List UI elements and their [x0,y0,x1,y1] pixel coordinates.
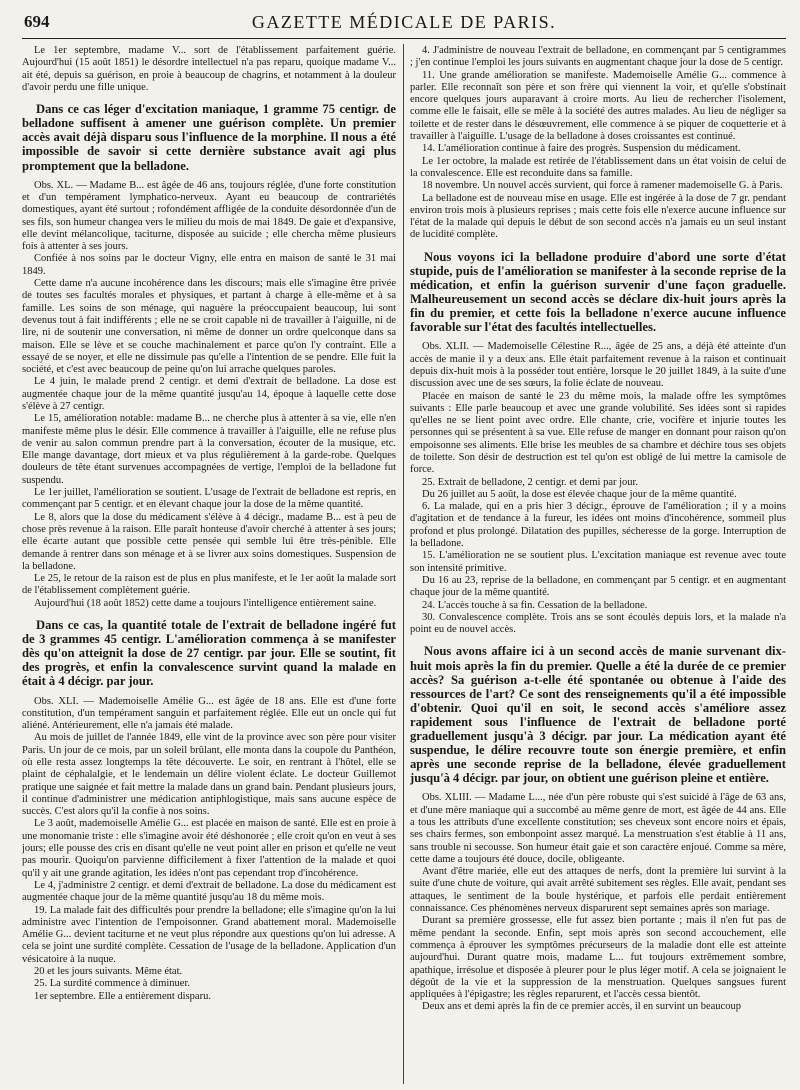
paragraph: 18 novembre. Un nouvel accès survient, qui force à ramener mademoiselle G. à Paris. [422,180,783,192]
paragraph: 11. Une grande amélioration se manifeste. Mademoiselle Amélie G... commence à parler. Elle reconnaît son père et son frère qui viennent la voir, et qu'elle s'obstinait encore quelques jours auparavant à croire morts. Au lieu de rechercher l'isolement, comme elle le faisait, elle se mêle à la société des autres malades. Au lieu de négliger sa toilette et de rester dans le désœuvrement, elle commence à se piquer de coquetterie et à travailler à l'aiguille. L'usage de la belladone à doses croissantes est continué. [410,69,786,143]
paragraph: Deux ans et demi après la fin de ce premier accès, il en survint un beaucoup [422,1001,741,1013]
journal-title: GAZETTE MÉDICALE DE PARIS. [251,12,557,32]
paragraph: 30. Convalescence complète. Trois ans se sont écoulés depuis lors, et la malade n'a point eu de nouvel accès. [410,611,786,636]
left-column [22,45,396,1085]
paragraph: 24. L'accès touche à sa fin. Cessation de la belladone. [422,599,648,611]
commentary-paragraph: Nous avons affaire ici à un second accès de manie survenant dix-huit mois après la fin du premier. Quelle a été la durée de ce premier accès? Sa guérison a-t-elle été spontanée ou obtenue à l'aide des ressources de l'art? Ce sont des renseignements qu'il a été impossible d'obtenir. Quoi qu'il en soit, le second accès s'améliore assez rapidement sous l'influence de l'extrait de belladone porté graduellement jusqu'à 3 décigr. par jour. La médication ayant été suspendue, le délire recouvre toute son énergie première, et enfin après une seconde reprise de la belladone, élevée graduellement jusqu'à 4 décigr. par jour, on obtient une guérison pleine et entière. [410,644,786,786]
paragraph: 14. L'amélioration continue à faire des progrès. Suspension du médicament. [422,143,741,155]
page-number: 694 [24,12,50,31]
paragraph: 15. L'amélioration ne se soutient plus. L'excitation maniaque est revenue avec toute son intensité primitive. [410,550,786,574]
paragraph: Du 26 juillet au 5 août, la dose est élevée chaque jour de la même quantité. [422,488,737,500]
paragraph: Durant sa première grossesse, elle fut assez bien portante ; mais il n'en fut pas de même pendant la seconde. Enfin, sept mois après son second accouchement, elle commença à éprouver les symptômes précurseurs de la maladie dont elle est atteinte aujourd'hui. Durant quatre mois, madame L... fut toujours extrêmement sombre, apathique, irrésolue et disposée à pleurer pour le plus léger motif. A cela se joignaient le dégoût de la vie et la suppression de la menstruation. Quelques sangsues furent appliquées à l'épigastre; les règles reparurent, et l'accès cessa bientôt. [410,915,786,1001]
paragraph: Le 1er octobre, la malade est retirée de l'établissement dans un état voisin de celui de la convalescence. Elle est reconduite dans sa famille. [410,155,786,179]
observation-heading-paragraph: Obs. XLIII. — Madame L..., née d'un père robuste qui s'est suicidé à l'âge de 63 ans, et d'une mère maniaque qui a succombé au même genre de mort, est âgée de 44 ans. Elle a tous les attributs d'une excellente constitution; ses cheveux sont encore noirs et épais, ses chairs fermes, son embonpoint assez marqué. La menstruation s'est établie à 11 ans, sans trouble ni secousse. Son humeur était gaie et son caractère enjoué. Comme sa mère, cette dame a toujours été douce, docile, obligeante. [410,792,786,865]
paragraph: Avant d'être mariée, elle eut des attaques de nerfs, dont la première lui survint à la suite d'une chute de voiture, qui avait arrêté subitement ses règles. Elle avait, pendant ses attaques, le sentiment de la boule hystérique, et parfois elle perdait entièrement connaissance. Ces phénomènes nerveux disparurent sept semaines après son mariage. [410,866,786,915]
paragraph: Le 1er septembre, madame V... sort de l'établissement parfaitement guérie. Aujourd'hui (15 août 1851) le désordre intellectuel n'a pas reparu, quoique madame V... ait été, depuis sa guérison, en proie à beaucoup de chagrins, et notamment à la douleur d'avoir perdu une fille unique. [22,45,396,93]
paragraph: Le 15, amélioration notable: madame B... ne cherche plus à attenter à sa vie, elle n'en manifeste même plus le désir. Elle commence à travailler à l'aiguille, elle ne refuse plus de venir au salon commun prendre part à la conversation, écouter de la musique, etc. Elle mange davantage, dort mieux et va plus régulièrement à la garde-robe. Quelques douleurs de tête étant survenues accompagnées de vertige, l'emploi de la belladone fut suspendu. [22,413,396,486]
paragraph: Cette dame n'a aucune incohérence dans les discours; mais elle s'imagine être privée de toutes ses facultés morales et physiques, et partant à charge à elle-même et à sa famille. Les soins de son ménage, qui naguère la préoccupaient beaucoup, lui sont devenus tout à fait indifférents ; elle ne se croit capable ni de travailler à l'aiguille, ni de lire, ni de soutenir une conversation, ni même de donner un ordre quelconque dans sa maison. Elle se lève et se couche machinalement et parce qu'on l'y contraint. Elle a essayé de se noyer, et elle ne dissimule pas qu'elle a l'intention de se pendre. Elle fuit la société, et c'est avec beaucoup de peine qu'on lui arrache quelques paroles. [22,278,396,376]
commentary-paragraph: Dans ce cas léger d'excitation maniaque, 1 gramme 75 centigr. de belladone suffisent à amener une guérison complète. Un premier accès avait déjà disparu sous l'influence de la morphine. Il nous a été impossible de savoir si cette dernière substance avait agi plus promptement que la belladone. [22,102,396,173]
paragraph: Aujourd'hui (18 août 1852) cette dame a toujours l'intelligence entièrement saine. [34,597,377,609]
paragraph: Au mois de juillet de l'année 1849, elle vint de la province avec son père pour visiter Paris. Un jour de ce mois, par un soleil brûlant, elle monta dans la coupole du Panthéon, où elle resta assez longtemps la tête découverte. Le soir, en rentrant à l'hôtel, elle se plaint de céphalalgie, et le lendemain un délire violent éclate. Le docteur Guillemot pratique une saignée et fait mettre la malade dans un grand bain. Pendant plusieurs jours, il continue d'administrer une médication antiphlogistique, mais sans aucune espèce de succès. C'est alors qu'il la confie à nos soins. [22,732,396,818]
paragraph: Le 3 août, mademoiselle Amélie G... est placée en maison de santé. Elle est en proie à une monomanie triste : elle s'imagine avoir été déshonorée ; elle croit qu'on en veut à ses jours; elle pousse des cris en disant qu'elle ne veut point aller en prison et qu'elle ne veut pas mourir. Quoiqu'on parvienne difficilement à fixer l'attention de la malade et quoi qu'il y ait une grande agitation, les idées n'ont pas cependant trop d'incohérence. [22,818,396,879]
observation-heading-paragraph: Obs. XLI. — Mademoiselle Amélie G... est âgée de 18 ans. Elle est d'une forte constitution, d'un tempérament sanguin et parfaitement réglée. Elle eut un oncle qui fut aliéné. Antérieurement, elle n'a jamais été malade. [22,695,396,732]
paragraph: Le 8, alors que la dose du médicament s'élève à 4 décigr., madame B... est à peu de chose près revenue à la raison. Elle paraît honteuse d'avoir cherché à attenter à ses jours; elle écarte autant que possible cette pensée qui semble lui être très-pénible. Elle demande à rentrer dans son ménage et à se livrer aux soins domestiques. Suspension de la belladone. [22,511,396,572]
paragraph: 25. La surdité commence à diminuer. [34,978,190,990]
paragraph: La belladone est de nouveau mise en usage. Elle est ingérée à la dose de 7 gr. pendant environ trois mois à plusieurs reprises ; mais cette fois elle n'exerce aucune influence sur l'état de la malade qui depuis le début de son second accès n'a jamais eu un seul instant de lucidité complète. [410,192,786,241]
paragraph: 6. La malade, qui en a pris hier 3 décigr., éprouve de l'amélioration ; il y a moins d'agitation et de tendance à la fureur, les idées ont moins d'incohérence, sommeil plus profond et plus prolongé. Dilatation des pupilles, sécheresse de la gorge. Interruption de la belladone. [410,501,786,550]
paragraph: 20 et les jours suivants. Même état. [34,966,183,978]
page-header [22,12,786,39]
paragraph: Le 4 juin, le malade prend 2 centigr. et demi d'extrait de belladone. La dose est augmentée chaque jour de la même quantité jusqu'au 14, époque à laquelle cette dose s'élève à 27 centigr. [22,376,396,412]
paragraph: Placée en maison de santé le 23 du même mois, la malade offre les symptômes suivants : Elle parle beaucoup et avec une grande volubilité. Ses idées sont si rapides qu'elles ne se lient point avec ordre. Elle chante, crie, vocifère et injurie toutes les personnes qui se présentent à sa vue. Elle refuse de manger en donnant pour raison qu'on empoisonne ses aliments. Elle brise les meubles de sa chambre et déchire tous ses objets de toilette. Son désir de destruction est tel qu'on est obligé de lui mettre la camisole de force. [410,390,786,476]
column-divider [403,44,404,1084]
paragraph: 1er septembre. Elle a entièrement disparu. [34,990,211,1002]
paragraph: Du 16 au 23, reprise de la belladone, en commençant par 5 centigr. et en augmentant chaque jour de la même quantité. [410,574,786,599]
observation-heading-paragraph: Obs. XLII. — Mademoiselle Célestine R..., âgée de 25 ans, a déjà été atteinte d'un accès de manie il y a deux ans. Elle était parfaitement revenue à la raison et continuait depuis dix-huit mois à la posséder tout entière, lorsque le 20 juillet 1849, à la suite d'une discussion avec une de ses sœurs, la folie éclate de nouveau. [410,341,786,390]
commentary-paragraph: Nous voyons ici la belladone produire d'abord une sorte d'état stupide, puis de l'amélioration se manifester à la seconde reprise de la médication, et enfin la guérison survenir d'une façon graduelle. Malheureusement un second accès se déclare dix-huit jours après la fin du premier, et cette fois la belladone n'exerce aucune influence favorable sur l'état des facultés intellectuelles. [410,249,786,335]
observation-heading-paragraph: Obs. XL. — Madame B... est âgée de 46 ans, toujours réglée, d'une forte constitution et d'un tempérament lymphatico-nerveux. Ayant eu beaucoup de contrariétés domestiques, ayant été surtout ; rofondément affligée de la conduite désordonnée d'un de ses fils, son humeur changea vers le milieu du mois de mai 1849. De gaie et d'expansive, elle devint mélancolique, taciturne, disposée au suicide ; elle chercha même plusieurs fois à attenter à ses jours. [22,179,396,253]
paragraph: Le 1er juillet, l'amélioration se soutient. L'usage de l'extrait de belladone est repris, en commençant par 5 centigr. et en élevant chaque jour la dose de la même quantité. [22,487,396,511]
right-column [410,45,786,1085]
paragraph: 4. J'administre de nouveau l'extrait de belladone, en commençant par 5 centigrammes ; j'en continue l'emploi les jours suivants en augmentant chaque jour la dose de 5 centigr. [410,45,786,69]
paragraph: Confiée à nos soins par le docteur Vigny, elle entra en maison de santé le 31 mai 1849. [22,253,396,277]
paragraph: 19. La malade fait des difficultés pour prendre la belladone; elle s'imagine qu'on la lui administre avec l'intention de l'empoisonner. Grand abattement moral. Mademoiselle Amélie G... devient taciturne et ne veut plus répondre aux questions qu'on lui adresse. A cela se joint une surdité complète. Cessation de l'usage de la belladone. Application d'un vésicatoire à la nuque. [22,904,396,965]
commentary-paragraph: Dans ce cas, la quantité totale de l'extrait de belladone ingéré fut de 3 grammes 45 centigr. L'amélioration commença à se manifester dès qu'on atteignit la dose de 27 centigr. par jour. Elle se soutint, fit des progrès, et enfin la convalescence survint quand la malade en était à 4 décigr. par jour. [22,618,396,689]
paragraph: Le 25, le retour de la raison est de plus en plus manifeste, et le 1er août la malade sort de l'établissement complètement guérie. [22,573,396,597]
paragraph: 25. Extrait de belladone, 2 centigr. et demi par jour. [422,476,639,488]
paragraph: Le 4, j'administre 2 centigr. et demi d'extrait de belladone. La dose du médicament est augmentée chaque jour de la même quantité jusqu'au 18 du même mois. [22,879,396,904]
